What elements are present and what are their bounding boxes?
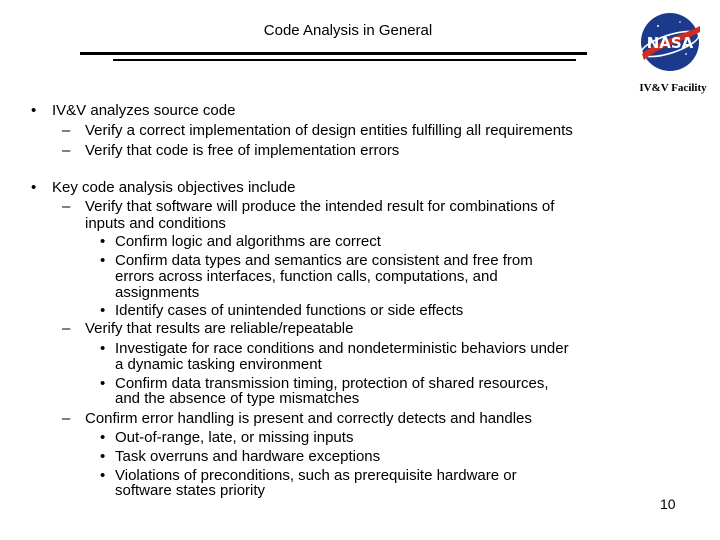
slide-title: Code Analysis in General	[263, 22, 433, 39]
sub-sub-marker: •	[100, 429, 106, 446]
sub-dash: –	[62, 142, 71, 159]
sub-bullet-text: Verify a correct implementation of design entities fulfilling all requirements	[85, 122, 573, 139]
title-rule-top	[80, 52, 587, 55]
sub-sub-marker: •	[100, 375, 106, 392]
sub-dash: –	[62, 198, 71, 215]
sub-sub-text: a dynamic tasking environment	[115, 356, 322, 373]
page-number: 10	[660, 496, 676, 512]
sub-sub-marker: •	[100, 340, 106, 357]
sub-sub-marker: •	[100, 233, 106, 250]
sub-sub-marker: •	[100, 448, 106, 465]
sub-bullet-text: Verify that results are reliable/repeatable	[85, 320, 354, 337]
sub-sub-text: Task overruns and hardware exceptions	[115, 448, 381, 465]
sub-sub-marker: •	[100, 467, 106, 484]
bullet-marker: •	[31, 102, 37, 119]
sub-sub-text: Confirm data transmission timing, protection of shared resources,	[115, 375, 549, 392]
sub-sub-text: Violations of preconditions, such as prerequisite hardware or	[115, 467, 517, 484]
sub-sub-text: errors across interfaces, function calls, computations, and	[115, 268, 498, 285]
sub-bullet-text: Verify that code is free of implementation errors	[85, 142, 400, 159]
sub-bullet-text: Confirm error handling is present and correctly detects and handles	[85, 410, 532, 427]
sub-sub-text: Out-of-range, late, or missing inputs	[115, 429, 354, 446]
sub-bullet-text: inputs and conditions	[85, 215, 226, 232]
sub-sub-text: Confirm data types and semantics are consistent and free from	[115, 252, 533, 269]
sub-dash: –	[62, 410, 71, 427]
bullet-text: Key code analysis objectives include	[52, 179, 296, 196]
bullet-marker: •	[31, 179, 37, 196]
sub-sub-marker: •	[100, 302, 106, 319]
sub-dash: –	[62, 122, 71, 139]
sub-sub-text: Confirm logic and algorithms are correct	[115, 233, 381, 250]
bullet-text: IV&V analyzes source code	[52, 102, 236, 119]
sub-sub-text: and the absence of type mismatches	[115, 390, 360, 407]
sub-sub-text: software states priority	[115, 482, 266, 499]
facility-label: IV&V Facility	[639, 82, 707, 94]
sub-dash: –	[62, 320, 71, 337]
nasa-logo	[638, 10, 702, 74]
sub-sub-text: Identify cases of unintended functions or side effects	[115, 302, 464, 319]
sub-sub-text: assignments	[115, 284, 200, 301]
logo-text: NASA	[646, 34, 694, 52]
sub-sub-marker: •	[100, 252, 106, 269]
title-rule-bottom	[113, 59, 576, 61]
sub-sub-text: Investigate for race conditions and nondeterministic behaviors under	[115, 340, 569, 357]
sub-bullet-text: Verify that software will produce the intended result for combinations of	[85, 198, 555, 215]
